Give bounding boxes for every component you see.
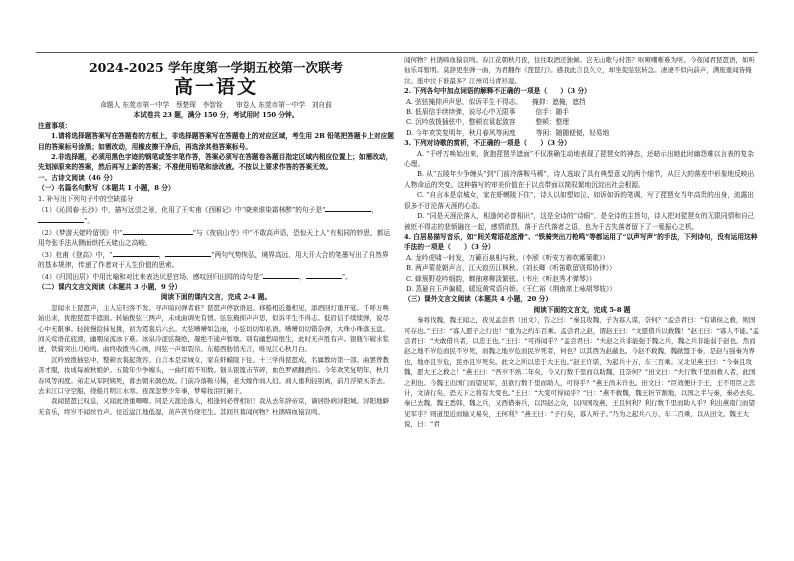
subsection-2-heading: （二）课内文言文阅读（本题共 3 小题，9 分）: [38, 282, 182, 291]
section-1-heading: 一、古诗文阅读（46 分）: [38, 173, 117, 182]
answer-blank[interactable]: [306, 271, 342, 279]
question-3-option[interactable]: D. “同是天涯沦落人，相逢何必曾相识”，这是全诗的“诗眼”，是全诗的主旨句，诗人把对琵琶女的无限同情和自己被贬不得志的悲愤融在一起，感情浓烈，落于古代落者之语，也为千古失落者留下了一戛振心之机。: [404, 212, 755, 231]
question-2-option[interactable]: C. 沉吟放拨插弦中，整顿衣裳起敛容 整顿：整理: [406, 118, 569, 127]
question-3-option[interactable]: B. 从“五陵年少争缠头”到“门前冷落鞍马稀”，诗人选取了具有典型意义的两个细节，从巨大的落差中形象地反映出人物命运的突变。这种描写的审美价值在于以点带面以简驭繁地沉淀出社会根源。: [404, 170, 755, 189]
question-1-4: （4）《归园田居》中用比喻和对比来表达厌恶官场，感叹回归田园的诗句是“ ， ”。: [38, 272, 352, 281]
top-rule: [36, 52, 758, 53]
question-1-1: （1）《沁园春·长沙》中，描写远望之景，化用了王实甫《西厢记》中“晓来谁染霜林醉”的句子是“ ，”。: [38, 206, 379, 226]
answer-blank[interactable]: [113, 249, 159, 257]
reading-instruction-1: 阅读下面的课内文言，完成 2-4 题。: [160, 293, 272, 302]
question-4-option[interactable]: A. 龙吟虎啸一时发，万籁百泉相与秋。（李颀《听安万善吹觱篥歌》）: [406, 253, 610, 262]
exam-title: 2024-2025 学年度第一学期五校第一次联考: [88, 60, 344, 75]
question-3-option[interactable]: A. “千呼万唤始出来，犹抱琵琶半遮面”不仅准确生动地表现了琵琶女的神态，还暗示出她此时幽怨难以言表的复杂心理。: [404, 149, 754, 169]
answer-blank[interactable]: [263, 271, 299, 279]
answer-blank[interactable]: [38, 215, 84, 223]
question-4-option[interactable]: C. 蜂簇野花吟细韵，蝉抽寒柳淡繁弦。（韦庄《听赵秀才弹琴》）: [406, 274, 596, 283]
passage-paragraph: 忽闻水上琵琶声，主人忘归客不发。寻声暗问弹者谁？琵琶声停欲语迟。移船相近邀相见，添酒回灯重开宴。千呼万唤始出来，犹抱琵琶半遮面。转轴拨弦三两声，未成曲调先有情。弦弦掩抑声声思，似诉平生不得志。低眉信手续续弹，说尽心中无限事。轻拢慢捻抹复挑，初为霓裳后六幺。大弦嘈嘈如急雨，小弦切切如私语。嘈嘈切切错杂弹，大珠小珠落玉盘。间关莺语花底滑，幽咽泉流冰下难。冰泉冷涩弦凝绝，凝绝不通声暂歇。别有幽愁暗恨生，此时无声胜有声。银瓶乍破水浆迸，铁骑突出刀枪鸣。曲终收拨当心画，四弦一声如裂帛。东船西舫悄无言，唯见江心秋月白。: [38, 303, 389, 354]
question-4: 4. 白居易描写音乐，如“间关莺语花底滑”、“铁骑突出刀枪鸣”等都运用了“以声写声”的手法，下列诗句，没有运用这种手法的一项是（ ）（3 分）: [404, 232, 758, 252]
question-1-2: （2）《梦游天姥吟留别》中“ ”与《夜宿山寺》中“不敢高声语，恐惊天上人”有相同的妙思，都运用夸张手法从侧面烘托天姥山之高峻。: [38, 228, 391, 248]
left-column: [38, 58, 394, 417]
question-2-option[interactable]: D. 今年欢笑复明年，秋月春风等闲度 等闲：随随便便，轻易地: [406, 128, 610, 137]
question-4-option[interactable]: B. 两声蒙花朝声言，江天寂历江枫秋。（刘长卿《听笛歌留别郑协律》）: [406, 264, 616, 273]
subject-title: 高一语文: [173, 76, 258, 98]
reading-instruction-2: 阅读下面的文言文，完成 5-8 题: [533, 305, 631, 314]
answer-blank[interactable]: [325, 204, 371, 212]
passage-paragraph: 我闻琵琶已叹息，又闻此语重唧唧。同是天涯沦落人，相逢何必曾相识！我从去年辞帝京，谪居卧病浔阳城。浔阳地僻无音乐，终岁不闻丝竹声。住近湓江地低湿，黄芦苦竹绕宅生。其间旦暮闻何物？杜鹃啼血猿哀鸣。: [38, 397, 389, 416]
question-3-option[interactable]: C. “自言本是京城女，家在虾蟆陵下住”，诗人以如塑如泣、如诉如诉的笔调，写了琵琶女当年高贵的出身，流露出很多不甘沦落天涯的心态。: [404, 191, 754, 210]
note-2: 2.非选择题，必须用黑色字迹的钢笔或签字笔作答，答案必须写在答题卷各题目指定区域内相应位置上；如需改动，先划掉原来的答案，然后再写上新的答案；不准使用铅笔和涂改液。不按以上要求作答的答案无效。: [38, 153, 393, 172]
exam-summary: 本试卷共 23 题，满分 150 分，考试用时 150 分钟。: [133, 111, 299, 120]
subsection-1-heading: （一）名篇名句默写（本题共 1 小题，8 分）: [38, 184, 175, 193]
question-2-option[interactable]: B. 低眉信手续续弹，说尽心中无限事 信手：随手: [406, 108, 569, 117]
question-1-3: （3）杜甫《登高》中，“ ， ”两句气势恢弘，境界高远，用大开大合的笔墨写出了自然界的基本规律，传递了作者对于人生价值的思索。: [38, 250, 389, 270]
question-1: 1. 补写出下列句子中的空缺部分: [38, 194, 134, 203]
question-2: 2. 下列各句中加点词语的解释不正确的一项是（ ）（3 分）: [404, 87, 591, 96]
right-column: [404, 55, 760, 430]
authors-line: 命题人 东莞市第一中学 蔡楚琛 李智铨 审卷人 东莞市第一中学 刘自前: [100, 101, 332, 109]
answer-blank[interactable]: [123, 227, 193, 235]
passage-paragraph: 沉吟放拨插弦中，整顿衣裳起敛容。自言本是京城女，家在虾蟆陵下住。十三学得琵琶成，名属教坊第一部。曲罢曾教善才服，妆成每被秋娘妒。五陵年少争缠头，一曲红绡不知数。钿头银篦击节碎，血色罗裙翻酒污。今年欢笑复明年，秋月春风等闲度。弟走从军阿姨死，暮去朝来颜色故。门前冷落鞍马稀，老大嫁作商人妇。商人重利轻别离，前月浮梁买茶去。去来江口守空船，绕船月明江水寒。夜深忽梦少年事，梦啼妆泪红阑干。: [38, 355, 389, 395]
question-3: 3. 下列对诗歌的赏析，不正确的一项是（ ）（3 分）: [404, 139, 571, 148]
question-2-option[interactable]: A. 弦弦掩抑声声思，似诉平生不得志。 掩抑：遮掩，遮挡: [406, 97, 586, 106]
question-4-option[interactable]: D. 蒸悬自玉声偏暖，暖逗黄莺语自娇。（王仁裕《荆南席上咏胡琴妓》）: [406, 284, 616, 293]
passage-2: 秦将伐魏，魏王闻之，夜见孟尝君（田文），告之曰：“秦且攻魏，子为寡人谋，奈何？”孟尝君曰：“有诸侯之救，则国可存也。”王曰：“寡人愿子之行也！”重为之约车百乘。孟尝君之赵，谓赵王曰：“文愿借兵以救魏！”赵王曰：“寡人不能。”孟尝君曰：“夫敢借兵者，以忠王也。”王曰：“可得闻乎？”孟尝君曰：“夫赵之兵非能强于魏之兵，魏之兵非能弱于赵也。然而赵之地不岁危而民不岁死，而魏之地岁危而民岁死者，何也？以其西为赵蔽也。今赵不救魏，魏歃盟于秦，是赵与强秦为界也，地亦且岁危，民亦且岁死矣。此文之所以忠于大王也。”赵王许诺，为起兵十万、车三百乘。又北见燕王曰：“今秦且攻魏，愿大王之救之！”燕王曰：“吾岁不熟二年矣，今又行数千里而以助魏，且奈何？”田文曰：“夫行数千里而救人者，此国之利也。今魏王出国门而望见军，虽欲行数千里而助人，可得乎？”燕王尚未许也。田文曰：“臣效便计于王，王不用臣之忠计，文请行矣，恐天下之将有大变也。”王曰：“大变可得闻乎？”曰：“燕不救魏，魏王折节割地，以国之半与秦，秦必去矣。秦已去魏，魏王悉韩、魏之兵，又西借秦兵，以因赵之众，以四国攻燕，王且何利？利行数千里而助人乎？利出燕南门而望见军乎？则道里近而输又易矣，王何利？”燕王曰：“子行矣，寡人听子。”乃为之起兵八万、车二百乘，以从田文。魏王大说，曰：“君: [404, 316, 760, 429]
subsection-3-heading: （三）课外文言文阅读（本题共 4 小题，20 分）: [404, 295, 553, 304]
passage-continuation: 闻何物？杜鹃啼血猿哀鸣。春江花朝秋月夜，往往取酒还独倾。岂无山歌与村笛？呕哑嘲哳难为听。今夜闻君琵琶语，如听仙乐耳暂明。莫辞更坐弹一曲，为君翻作《琵琶行》。感我此言良久立，却坐促弦弦转急。凄凄不似向前声，满座重闻皆掩泣。座中泣下谁最多？江州司马青衫湿。: [404, 56, 755, 85]
answer-blank[interactable]: [165, 249, 211, 257]
note-1: 1.请将选择题答案写在答题卷的方框上，非选择题答案写在答题卷上的对应区域，考生用 2B 铅笔把答题卡上对应题目的答案标号涂黑；如需改动，用橡皮擦干净后，再选涂其他答案标号。: [38, 132, 394, 151]
notes-heading: 注意事项：: [38, 121, 72, 130]
